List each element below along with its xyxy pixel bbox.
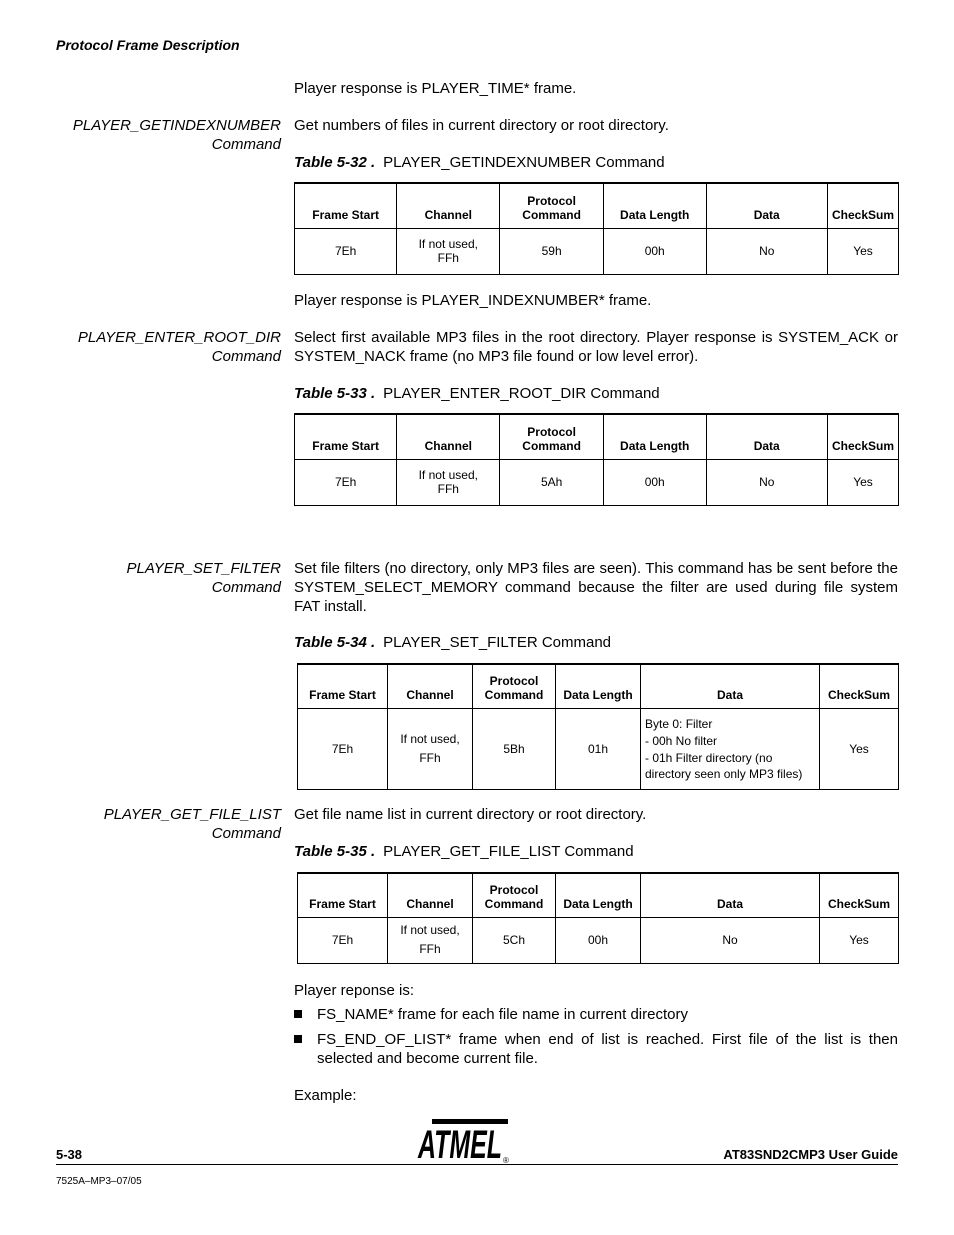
header-channel: Channel — [388, 873, 473, 917]
table-caption-5-35: Table 5-35 . PLAYER_GET_FILE_LIST Command — [294, 843, 634, 860]
header-data: Data — [641, 873, 820, 917]
table-5-32 — [294, 182, 899, 275]
table-caption-5-32: Table 5-32 . PLAYER_GETINDEXNUMBER Command — [294, 154, 665, 171]
registered-mark: ® — [503, 1156, 509, 1165]
document-code: 7525A–MP3–07/05 — [56, 1176, 142, 1187]
header-checksum: CheckSum — [820, 664, 899, 708]
header-channel: Channel — [397, 183, 500, 228]
running-header: Protocol Frame Description — [56, 37, 240, 53]
section-label-set-filter: PLAYER_SET_FILTER Command — [126, 560, 281, 596]
logo-text: ATMEL — [417, 1123, 502, 1166]
table-row: 7Eh If not used, FFh 5Bh 01h Byte 0: Filter - 00h No filter - 01h Filter directory (no directory seen only MP3 files) Yes — [298, 708, 899, 789]
table-5-33 — [294, 413, 899, 506]
header-frame-start: Frame Start — [295, 414, 397, 459]
header-checksum: CheckSum — [827, 414, 898, 459]
header-data-length: Data Length — [603, 183, 706, 228]
section-label-getindexnumber: PLAYER_GETINDEXNUMBER Command — [72, 117, 281, 153]
intro-text: Player response is PLAYER_TIME* frame. — [294, 80, 577, 97]
table-caption-5-33: Table 5-33 . PLAYER_ENTER_ROOT_DIR Command — [294, 385, 660, 402]
bullet-square-icon — [294, 1010, 302, 1018]
table-row: 7Eh If not used, FFh 5Ah 00h No Yes — [295, 459, 899, 505]
header-data: Data — [641, 664, 820, 708]
table-row: 7Eh If not used, FFh 59h 00h No Yes — [295, 228, 899, 274]
header-protocol-command: Protocol Command — [500, 414, 604, 459]
header-channel: Channel — [397, 414, 500, 459]
footer-divider — [56, 1164, 898, 1165]
table-5-35 — [297, 872, 899, 964]
table-caption-5-34: Table 5-34 . PLAYER_SET_FILTER Command — [294, 634, 612, 651]
section-text-get-file-list: Get file name list in current directory or root directory. — [294, 806, 647, 823]
table-5-34 — [297, 663, 899, 790]
header-protocol-command: Protocol Command — [500, 183, 604, 228]
header-protocol-command: Protocol Command — [473, 664, 556, 708]
header-data-length: Data Length — [603, 414, 706, 459]
atmel-logo — [414, 1116, 514, 1166]
guide-title: AT83SND2CMP3 User Guide — [723, 1147, 898, 1162]
section-text-getindexnumber: Get numbers of files in current directory or root directory. — [294, 117, 669, 134]
page-number: 5-38 — [56, 1147, 83, 1162]
list-item: FS_END_OF_LIST* frame when end of list is reached. First file of the list is then selected and become current file. — [294, 1030, 898, 1068]
header-data-length: Data Length — [556, 873, 641, 917]
header-protocol-command: Protocol Command — [473, 873, 556, 917]
header-frame-start: Frame Start — [298, 873, 388, 917]
bullet-square-icon — [294, 1035, 302, 1043]
header-checksum: CheckSum — [827, 183, 898, 228]
header-data: Data — [706, 183, 827, 228]
example-label: Example: — [294, 1087, 357, 1104]
section-label-enter-root-dir: PLAYER_ENTER_ROOT_DIR Command — [77, 329, 281, 365]
getindexnumber-response-text: Player response is PLAYER_INDEXNUMBER* frame. — [294, 292, 652, 309]
header-channel: Channel — [388, 664, 473, 708]
header-data-length: Data Length — [556, 664, 641, 708]
header-data: Data — [706, 414, 827, 459]
section-text-set-filter: Set file filters (no directory, only MP3 files are seen). This command has be sent before the SYSTEM_SELECT_MEMORY command because the filter are used during file system FAT install. — [294, 560, 898, 615]
section-label-get-file-list: PLAYER_GET_FILE_LIST Command — [103, 806, 281, 842]
response-intro: Player reponse is: — [294, 982, 415, 999]
list-item: FS_NAME* frame for each file name in current directory — [294, 1005, 898, 1024]
header-frame-start: Frame Start — [295, 183, 397, 228]
section-text-enter-root-dir: Select first available MP3 files in the root directory. Player response is SYSTEM_ACK or SYSTEM_NACK frame (no MP3 file found or low level error). — [294, 329, 898, 365]
table-row: 7Eh If not used, FFh 5Ch 00h No Yes — [298, 917, 899, 963]
header-frame-start: Frame Start — [298, 664, 388, 708]
header-checksum: CheckSum — [820, 873, 899, 917]
